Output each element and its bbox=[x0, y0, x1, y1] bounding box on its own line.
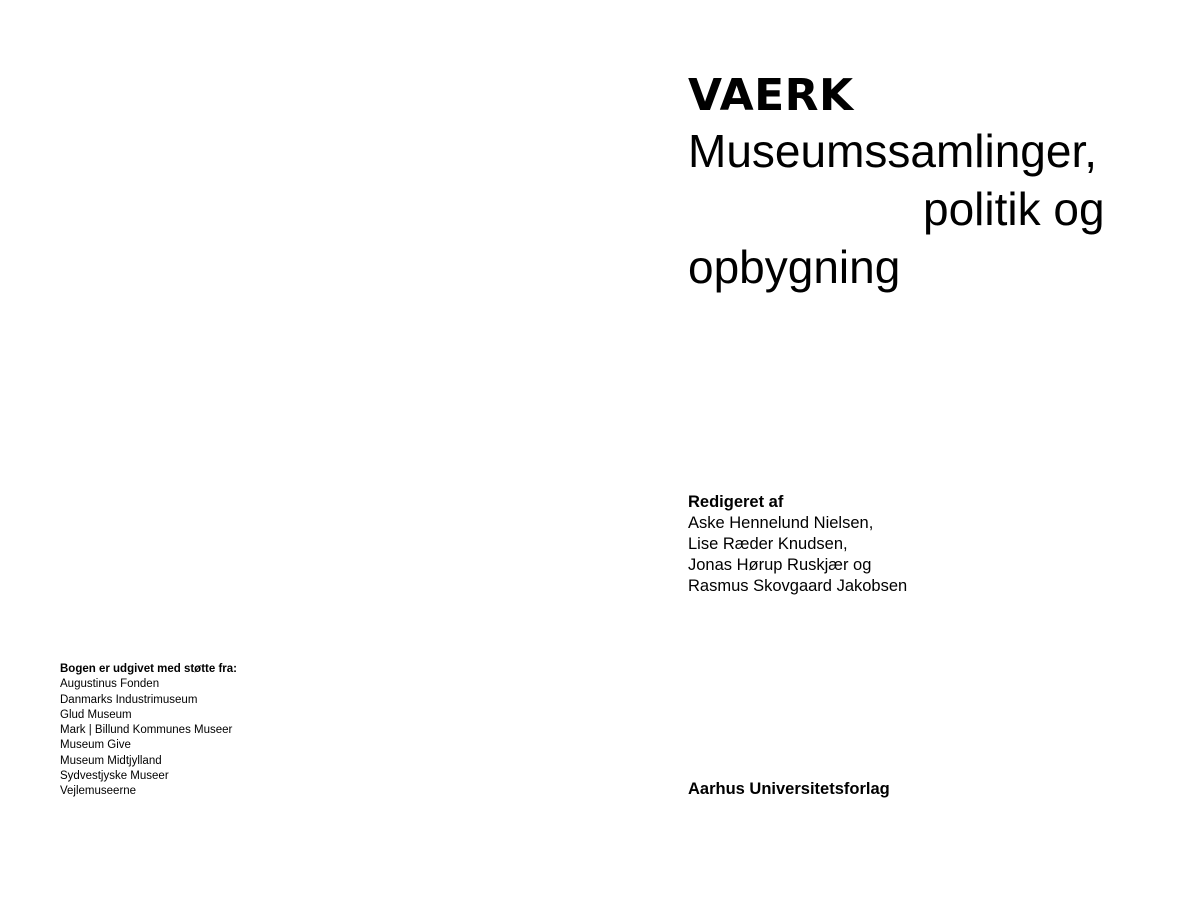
sponsor-item: Danmarks Industrimuseum bbox=[60, 693, 198, 706]
sponsor-item: Museum Give bbox=[60, 739, 131, 752]
sponsor-item: Mark | Billund Kommunes Museer bbox=[60, 724, 233, 737]
editor-name: Lise Ræder Knudsen, bbox=[688, 535, 848, 553]
editors-heading: Redigeret af bbox=[688, 493, 784, 511]
sponsor-item: Augustinus Fonden bbox=[60, 678, 160, 691]
book-title bbox=[688, 122, 1138, 296]
editor-name: Rasmus Skovgaard Jakobsen bbox=[688, 577, 908, 595]
publisher-name: Aarhus Universitetsforlag bbox=[688, 780, 890, 798]
title-line-1: Museumssamlinger, bbox=[688, 125, 1098, 177]
sponsor-item: Glud Museum bbox=[60, 708, 132, 721]
title-line-3: opbygning bbox=[688, 241, 901, 293]
sponsor-item: Museum Midtjylland bbox=[60, 754, 162, 767]
editors-block bbox=[688, 492, 1128, 597]
editor-name: Jonas Hørup Ruskjær og bbox=[688, 556, 872, 574]
sponsor-item: Sydvestjyske Museer bbox=[60, 770, 169, 783]
sponsor-item: Vejlemuseerne bbox=[60, 785, 137, 798]
right-page bbox=[590, 0, 1180, 905]
sponsors-block bbox=[60, 662, 360, 800]
title-line-2: politik og bbox=[923, 183, 1105, 235]
editor-name: Aske Hennelund Nielsen, bbox=[688, 514, 874, 532]
title-block bbox=[688, 70, 1138, 296]
sponsors-heading: Bogen er udgivet med støtte fra: bbox=[60, 663, 237, 675]
series-title: VAERK bbox=[688, 70, 854, 121]
